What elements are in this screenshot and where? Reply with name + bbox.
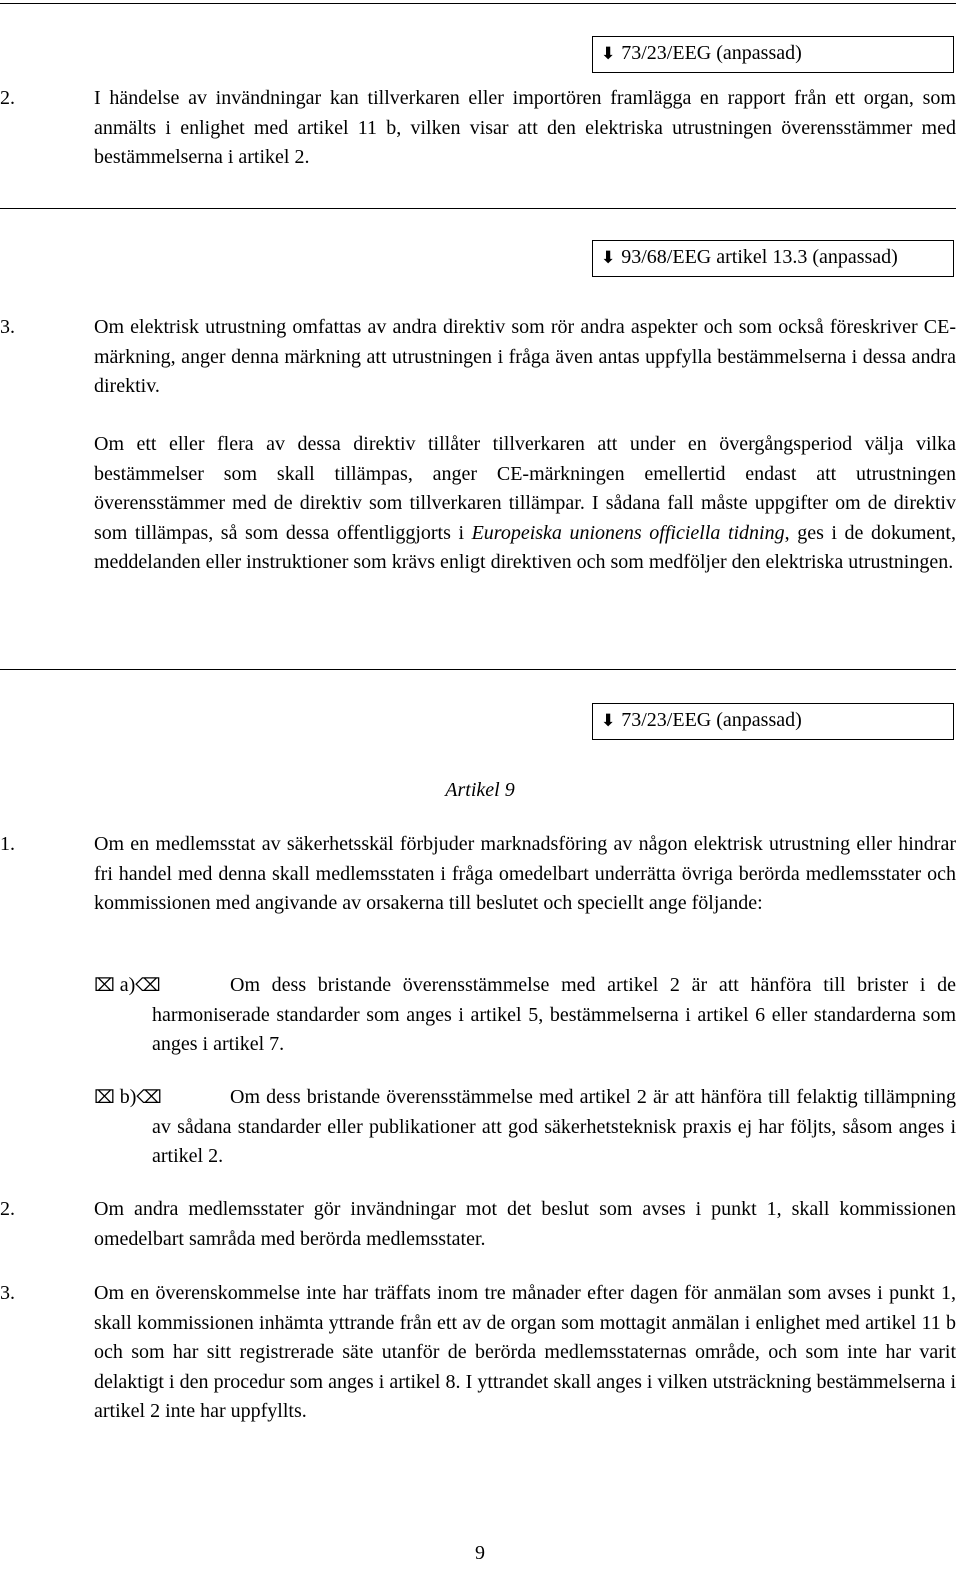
paragraph-2 <box>0 84 956 173</box>
down-arrow-icon: ⬇ <box>601 44 616 64</box>
paragraph-text: Om andra medlemsstater gör invändningar mot det beslut som avses i punkt 1, skall kommissionen omedelbart samråda med berörda medlemsstater. <box>94 1198 956 1250</box>
paragraph-text: Om en överenskommelse inte har träffats inom tre månader efter dagen för anmälan som avses i punkt 1, skall kommissionen inhämta yttrande från ett av de organ som mottagit anmälan i enlighet med artikel 11 b och som har sitt registrerade säte utanför de berörda medlemsstaternas område, och som inte har varit delaktigt i den procedur som anges i artikel 8. I yttrandet skall anges i vilken utsträckning bestämmelserna i artikel 2 inte har uppfyllts. <box>94 1282 956 1422</box>
journal-title: Europeiska unionens officiella tidning <box>471 521 785 544</box>
delete-mark-icon: ⌧ <box>94 975 115 996</box>
article-9-paragraph-3 <box>0 1279 956 1427</box>
down-arrow-icon: ⬇ <box>601 248 616 268</box>
paragraph-number: 1. <box>0 833 15 855</box>
reference-box <box>592 36 954 73</box>
reference-box <box>592 240 954 277</box>
delete-mark-icon: ⌫ <box>135 975 161 996</box>
reference-text: 93/68/EEG artikel 13.3 (anpassad) <box>621 246 898 268</box>
paragraph-number: 3. <box>0 1282 15 1304</box>
reference-text: 73/23/EEG (anpassad) <box>621 42 802 64</box>
paragraph-number: 2. <box>0 87 15 109</box>
subitem-text: Om dess bristande överensstämmelse med artikel 2 är att hänföra till felaktig tillämpning av sådana standarder eller publikationer att god säkerhetsteknisk praxis ej har följts, såsom anges i artikel 2. <box>152 1086 956 1167</box>
top-rule <box>0 3 956 4</box>
paragraph-3 <box>0 313 956 402</box>
delete-mark-icon: ⌧ <box>94 1087 115 1108</box>
down-arrow-icon: ⬇ <box>601 711 616 731</box>
subitem-a <box>94 971 956 1060</box>
subitem-text: Om dess bristande överensstämmelse med artikel 2 är att hänföra till brister i de harmoniserade standarder som anges i artikel 5, bestämmelserna i artikel 6 eller standarderna som anges i artikel 7. <box>152 974 956 1055</box>
paragraph-text: Om en medlemsstat av säkerhetsskäl förbjuder marknadsföring av någon elektrisk utrustning eller hindrar fri handel med denna skall medlemsstaten i fråga omedelbart underrätta övriga berörda medlemsstater och kommissionen med angivande av orsakerna till beslutet och speciellt ange följande: <box>94 833 956 914</box>
paragraph-text: I händelse av invändningar kan tillverkaren eller importören framlägga en rapport från ett organ, som anmälts i enlighet med artikel 11 b, vilken visar att den elektriska utrustningen överensstämmer med bestämmelserna i artikel 2. <box>94 87 956 168</box>
paragraph-text: Om elektrisk utrustning omfattas av andra direktiv som rör andra aspekter och som också föreskriver CE-märkning, anger denna märkning att utrustningen i fråga även antas uppfylla bestämmelserna i dessa andra direktiv. <box>94 316 956 397</box>
section-rule <box>0 669 956 670</box>
article-title: Artikel 9 <box>445 779 515 801</box>
subitem-marker: ⌧ a)⌫ <box>94 974 161 996</box>
section-rule <box>0 208 956 209</box>
article-9-paragraph-2 <box>0 1195 956 1254</box>
reference-box <box>592 703 954 740</box>
paragraph-3-continued <box>0 430 956 578</box>
subitem-marker: ⌧ b)⌫ <box>94 1086 162 1108</box>
paragraph-text: Om ett eller flera av dessa direktiv tillåter tillverkaren att under en övergångsperiod välja vilka bestämmelser som skall tillämpas, anger CE-märkningen emellertid endast att utrustningen överensstämmer med de direktiv som tillverkaren tillämpar. I sådana fall måste uppgifter om de direktiv som tillämpas, så som dessa offentliggjorts i Europeiska unionens officiella tidning, ges i de dokument, meddelanden eller instruktioner som krävs enligt direktiven och som medföljer den elektriska utrustningen. <box>94 433 956 573</box>
article-9-paragraph-1 <box>0 830 956 919</box>
paragraph-number: 2. <box>0 1198 15 1220</box>
page-number: 9 <box>475 1542 485 1564</box>
delete-mark-icon: ⌫ <box>136 1087 162 1108</box>
subitem-b <box>94 1083 956 1172</box>
reference-text: 73/23/EEG (anpassad) <box>621 709 802 731</box>
paragraph-number: 3. <box>0 316 15 338</box>
